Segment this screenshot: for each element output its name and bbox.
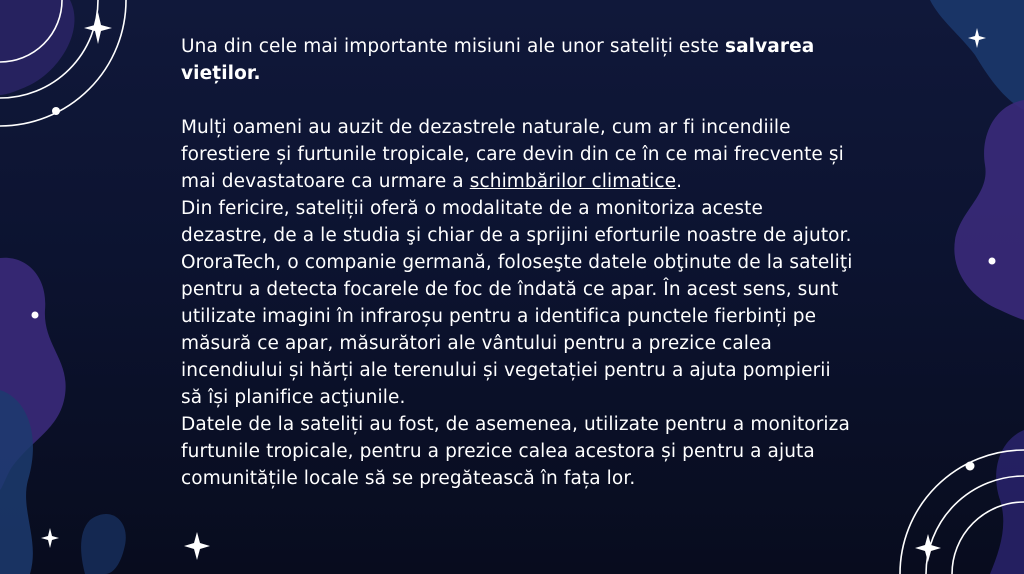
paragraph-text: Mulți oameni au auzit de dezastrele naturale, cum ar fi incendiile forestiere și furtunile tropicale, care devin din ce în ce mai frecvente și mai devastatoare ca urmare a — [181, 117, 844, 192]
blob-bottom-left-2 — [81, 514, 126, 574]
paragraph-tropical-storms: Datele de la sateliți au fost, de asemenea, utilizate pentru a monitoriza furtunile tropicale, pentru a prezice calea acestora și pentru a ajuta comunitățile locale să se pregătească în fața lor. — [181, 414, 850, 489]
intro-text: Una din cele mai importante misiuni ale unor sateliți este — [181, 36, 725, 57]
blob-right-lower — [990, 430, 1024, 574]
blob-top-right — [930, 0, 1024, 110]
sparkle-icon — [84, 12, 112, 44]
orbit-rings-top-left — [0, 0, 126, 126]
blob-bottom-left — [0, 390, 33, 574]
sparkle-icon — [915, 534, 941, 562]
blob-right — [954, 100, 1024, 320]
star-dot — [32, 312, 39, 319]
paragraph-natural-disasters — [181, 114, 853, 195]
slide-body — [181, 33, 853, 492]
paragraph-end: . — [676, 171, 683, 192]
orbit-dot — [52, 107, 60, 115]
paragraph-ororatech: OroraTech, o companie germană, foloseşte datele obţinute de la sateliţi pentru a detecta focarele de foc de îndată ce apar. În acest sens, sunt utilizate imagini în infraroșu pentru a identifica punctele fierbinți pe măsură ce apar, măsurători ale vântului pentru a prezice calea incendiului și hărți ale terenului și vegetației pentru a ajuta pompierii să își planifice acţiunile. — [181, 252, 853, 408]
paragraph-spacer — [181, 87, 853, 114]
paragraph-satellites-help: Din fericire, sateliții oferă o modalitate de a monitoriza aceste dezastre, de a le studia şi chiar de a sprijini eforturile noastre de ajutor. — [181, 198, 852, 246]
sparkle-icon — [41, 528, 59, 548]
sparkle-icon — [184, 532, 210, 560]
intro-emphasis: salvarea vieților. — [181, 36, 815, 84]
orbit-dot — [966, 462, 975, 471]
star-dot — [989, 258, 996, 265]
blob-top-left — [0, 0, 74, 95]
sparkle-icon — [968, 28, 986, 48]
blob-left — [0, 258, 66, 490]
orbit-rings-bottom-right — [900, 450, 1024, 574]
intro-paragraph — [181, 33, 853, 87]
climate-change-link[interactable]: schimbărilor climatice — [469, 171, 677, 192]
